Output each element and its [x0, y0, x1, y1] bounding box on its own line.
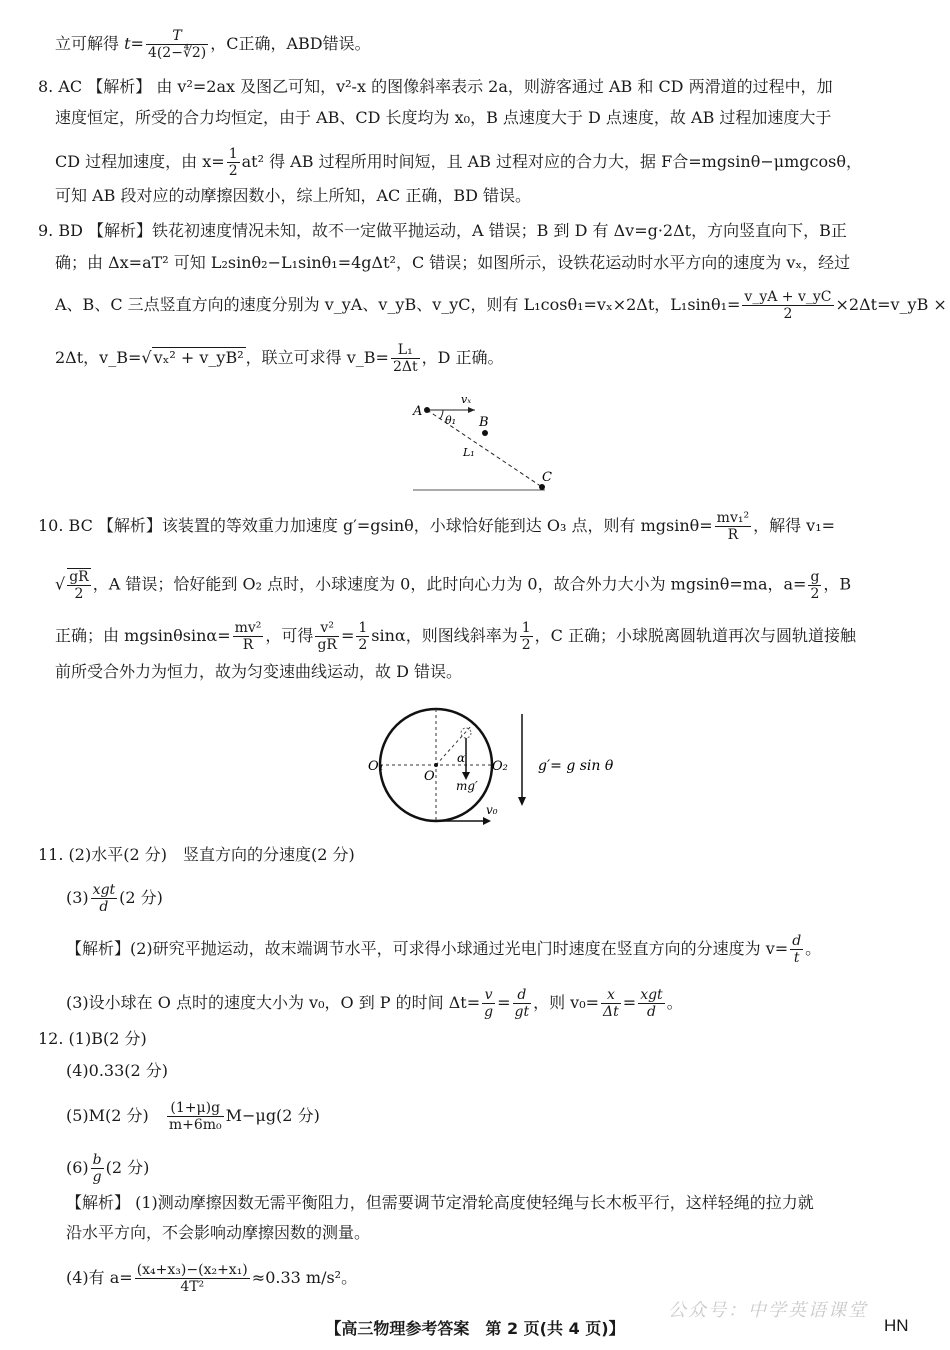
denominator: gR: [317, 637, 337, 653]
text: at² 得 AB 过程所用时间短，且 AB 过程对应的合力大，据 F合=mgsinθ−μmgcosθ，: [241, 152, 862, 171]
fraction: [227, 146, 240, 179]
fraction: [513, 987, 532, 1020]
denominator: Δt: [603, 1004, 619, 1020]
denominator: g: [92, 1169, 102, 1185]
region-code: HN: [884, 1316, 909, 1335]
text: 。: [666, 993, 683, 1012]
label-mg: mg′: [456, 779, 478, 793]
numerator: T: [146, 28, 208, 45]
denominator: 2: [810, 585, 820, 602]
fraction: [715, 510, 751, 543]
denominator: 4T²: [180, 1279, 205, 1295]
denominator: R: [242, 637, 254, 653]
text: (2 分): [105, 1158, 150, 1177]
label-a: A: [413, 404, 423, 419]
numerator: g: [810, 568, 820, 585]
text: ，C正确，ABD错误。: [210, 34, 371, 53]
text: ，A 错误；恰好能到 O₂ 点时，小球速度为 0，此时向心力为 0，故合外力大小为 mgsinθ=ma，a=: [92, 574, 807, 594]
numerator: xgt: [92, 882, 116, 898]
text: =: [340, 626, 355, 645]
q12-line-7: [66, 1262, 357, 1295]
point-b: [482, 430, 488, 436]
text: =: [622, 993, 637, 1012]
denominator: 2: [358, 637, 368, 653]
denominator: 2Δt: [392, 359, 418, 375]
label-g-prime: g′= g sin θ: [538, 758, 614, 774]
text: 正确；由 mgsinθsinα=: [55, 626, 231, 645]
point-a: [424, 407, 430, 413]
text: (3): [66, 888, 89, 907]
text: ，可得: [265, 626, 314, 645]
denominator: d: [99, 899, 109, 915]
q11-line-2: [66, 882, 163, 915]
numerator: d: [513, 987, 532, 1004]
denominator: 2: [74, 586, 84, 602]
fraction: [91, 882, 117, 915]
fraction: [167, 1100, 224, 1133]
text: ×2Δt=v_yB ×: [835, 295, 947, 314]
text: M−μg(2 分): [225, 1106, 320, 1125]
numerator: v: [482, 987, 495, 1004]
text: 10. BC 【解析】该装置的等效重力加速度 g′=gsinθ，小球恰好能到达 O₃ 点，则有 mgsinθ=: [38, 516, 713, 535]
fraction: [742, 289, 833, 322]
numerator: (1+μ)g: [167, 1100, 224, 1117]
numerator: v²: [315, 620, 339, 637]
fraction: [233, 620, 264, 653]
numerator: mv²: [234, 620, 262, 636]
numerator: xgt: [640, 987, 663, 1003]
fraction: [482, 987, 495, 1020]
q12-line-2: (4)0.33(2 分): [66, 1061, 169, 1080]
numerator: (x₄+x₃)−(x₂+x₁): [136, 1262, 248, 1278]
numerator: b: [92, 1152, 102, 1168]
fraction: [146, 28, 208, 61]
text: 。: [805, 939, 822, 958]
text: =: [497, 993, 511, 1012]
text: ，C 正确；小球脱离圆轨道再次与圆轨道接触: [534, 626, 856, 645]
label-theta: θ₁: [445, 414, 457, 427]
denominator: m+6m₀: [168, 1117, 222, 1133]
text: A、B、C 三点竖直方向的速度分别为 v_yA、v_yB、v_yC，则有 L₁cosθ₁=vₓ×2Δt，L₁sinθ₁=: [55, 295, 741, 314]
denominator: 4(2−∜2): [147, 45, 207, 61]
fraction: [356, 620, 369, 653]
text: CD 过程加速度，由 x=: [55, 152, 225, 171]
denominator: 2: [228, 163, 238, 179]
text: ，B: [823, 574, 852, 594]
text: (6): [66, 1158, 89, 1177]
fraction: [808, 569, 821, 602]
denominator: t: [793, 950, 800, 966]
fraction: [638, 987, 664, 1020]
gravity-arrowhead: [518, 797, 526, 806]
text: (5)M(2 分): [66, 1106, 165, 1125]
ball-position: [461, 728, 471, 738]
text: ，D 正确。: [421, 348, 504, 367]
q9-line-1: 9. BD 【解析】铁花初速度情况未知，故不一定做平抛运动，A 错误；B 到 D 有 Δv=g·2Δt，方向竖直向下，B正: [38, 221, 847, 240]
q12-line-6: 沿水平方向，不会影响动摩擦因数的测量。: [66, 1223, 371, 1242]
q10-line-1: [38, 510, 835, 543]
q9-line-4: 2Δt，v_B=√ vₓ² + v_yB² ，联立可求得 v_B= $\frac{\text{L₁}}{2\Delta t}$ ，D 正确。: [55, 342, 504, 375]
fraction: [520, 620, 533, 653]
q11-line-4: [66, 987, 683, 1020]
label-o2: O₂: [492, 759, 508, 774]
label-v0: v₀: [486, 803, 498, 817]
label-c: C: [542, 470, 552, 485]
numerator: 1: [228, 146, 238, 162]
numerator: v_yA + v_yC: [744, 289, 832, 305]
q12-line-4: [66, 1152, 149, 1185]
q10-line-3: [55, 620, 856, 653]
q8-line-4: 可知 AB 段对应的动摩擦因数小，综上所知，AC 正确，BD 错误。: [55, 186, 532, 205]
numerator: 1: [358, 620, 368, 636]
q10-circle-figure: [360, 700, 630, 830]
fraction: [391, 342, 420, 375]
fraction: [135, 1262, 250, 1295]
text: 立可解得: [55, 34, 125, 53]
numerator: x: [601, 987, 621, 1004]
text: ，则 v₀=: [533, 993, 600, 1012]
denominator: d: [646, 1004, 656, 1020]
fraction: [790, 933, 803, 966]
numerator: mv₁²: [716, 510, 750, 526]
q10-line-4: 前所受合外力为恒力，故为匀变速曲线运动，故 D 错误。: [55, 662, 463, 681]
q9-trajectory-figure: [405, 388, 555, 498]
q11-line-3: [66, 933, 821, 966]
q8-line-3: [55, 146, 862, 179]
sqrt-content: vₓ² + v_yB²: [153, 348, 244, 367]
q7-tail-line: [55, 28, 371, 61]
sqrt-fraction: [67, 568, 91, 602]
theta-arc: [440, 410, 443, 419]
text: (3)设小球在 O 点时的速度大小为 v₀，O 到 P 的时间 Δt=: [66, 993, 481, 1012]
q9-line-3: [55, 289, 947, 322]
numerator: gR: [69, 569, 89, 585]
watermark: 公众号：中学英语课堂: [668, 1300, 868, 1321]
label-o: O: [424, 769, 435, 784]
label-l1: L₁: [463, 446, 475, 459]
q12-line-1: 12. (1)B(2 分): [38, 1029, 147, 1048]
vx-arrowhead: [468, 407, 475, 413]
label-vx: vₓ: [461, 393, 472, 406]
q10-line-2: √ $\frac{gR}{2}$ ，A 错误；恰好能到 O₂ 点时，小球速度为 0，此时向心力为 0，故合外力大小为 mgsinθ=ma，a= $\frac{g}{2}$ ，B: [55, 568, 852, 602]
v0-arrowhead: [483, 817, 491, 825]
denominator: R: [727, 527, 739, 543]
label-b: B: [479, 415, 489, 430]
page-footer: 【高三物理参考答案 第 2 页(共 4 页)】: [325, 1319, 625, 1338]
q8-line-1: 8. AC 【解析】 由 v²=2ax 及图乙可知，v²-x 的图像斜率表示 2a，则游客通过 AB 和 CD 两滑道的过程中，加: [38, 77, 833, 96]
fraction: [601, 987, 621, 1020]
text: 【解析】(2)研究平抛运动，故末端调节水平，可求得小球通过光电门时速度在竖直方向的分速度为 v=: [66, 939, 789, 958]
denominator: gt: [514, 1004, 530, 1020]
text: t=: [124, 34, 144, 53]
denominator: g: [484, 1004, 494, 1020]
text: sinα，则图线斜率为: [371, 626, 518, 645]
denominator: 2: [783, 306, 793, 322]
q8-line-2: 速度恒定，所受的合力均恒定，由于 AB、CD 长度均为 x₀，B 点速度大于 D 点速度，故 AB 过程加速度大于: [55, 108, 832, 127]
label-alpha: α: [457, 751, 466, 765]
text: (2 分): [119, 888, 163, 907]
q12-line-5: 【解析】 (1)测动摩擦因数无需平衡阻力，但需要调节定滑轮高度使轻绳与长木板平行，这样轻绳的拉力就: [66, 1193, 814, 1212]
center-point: [434, 763, 438, 767]
numerator: 1: [521, 620, 531, 636]
fraction: [91, 1152, 104, 1185]
numerator: d: [792, 933, 802, 949]
fraction: [315, 620, 339, 653]
text: 2Δt，v_B=: [55, 348, 142, 367]
q11-line-1: 11. (2)水平(2 分) 竖直方向的分速度(2 分): [38, 845, 355, 864]
q9-line-2: 确；由 Δx=aT² 可知 L₂sinθ₂−L₁sinθ₁=4gΔt²，C 错误；如图所示，设铁花运动时水平方向的速度为 vₓ，经过: [55, 253, 851, 272]
numerator: L₁: [391, 342, 420, 359]
text: (4)有 a=: [66, 1268, 133, 1287]
text: ≈0.33 m/s²。: [251, 1268, 358, 1287]
denominator: 2: [521, 637, 531, 653]
q12-line-3: [66, 1100, 320, 1133]
label-o1: O₁: [368, 759, 384, 774]
text: ，联立可求得 v_B=: [245, 348, 389, 367]
text: ，解得 v₁=: [753, 516, 836, 535]
